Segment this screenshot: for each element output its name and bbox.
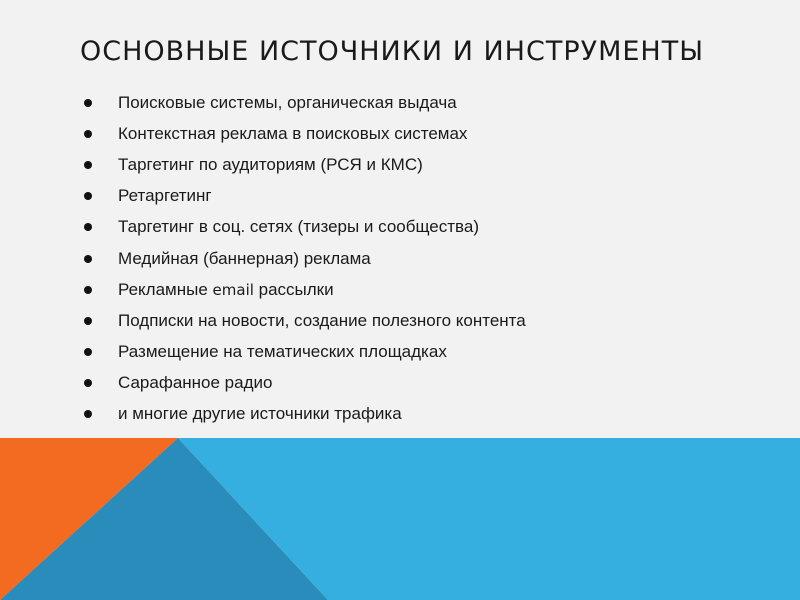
- bullet-text-prefix: Рекламные: [118, 279, 213, 299]
- bullet-text: Ретаргетинг: [118, 186, 212, 206]
- bullet-text: Таргетинг в соц. сетях (тизеры и сообщества): [118, 217, 479, 237]
- bullet-text: Подписки на новости, создание полезного контента: [118, 310, 526, 330]
- slide-title: ОСНОВНЫЕ ИСТОЧНИКИ И ИНСТРУМЕНТЫ: [80, 36, 705, 67]
- bullet-text: Поисковые системы, органическая выдача: [118, 92, 457, 112]
- bullet-text: Сарафанное радио: [118, 373, 273, 393]
- bullet-text: Таргетинг по аудиториям (РСЯ и КМС): [118, 154, 423, 174]
- bullet-text-suffix: рассылки: [253, 279, 334, 299]
- bullet-text: Размещение на тематических площадках: [118, 342, 447, 362]
- bullet-text: Медийная (баннерная) реклама: [118, 248, 371, 268]
- bullet-text: Контекстная реклама в поисковых системах: [118, 123, 468, 143]
- bullet-text-email: email: [212, 280, 254, 299]
- bullet-text: и многие другие источники трафика: [118, 404, 402, 424]
